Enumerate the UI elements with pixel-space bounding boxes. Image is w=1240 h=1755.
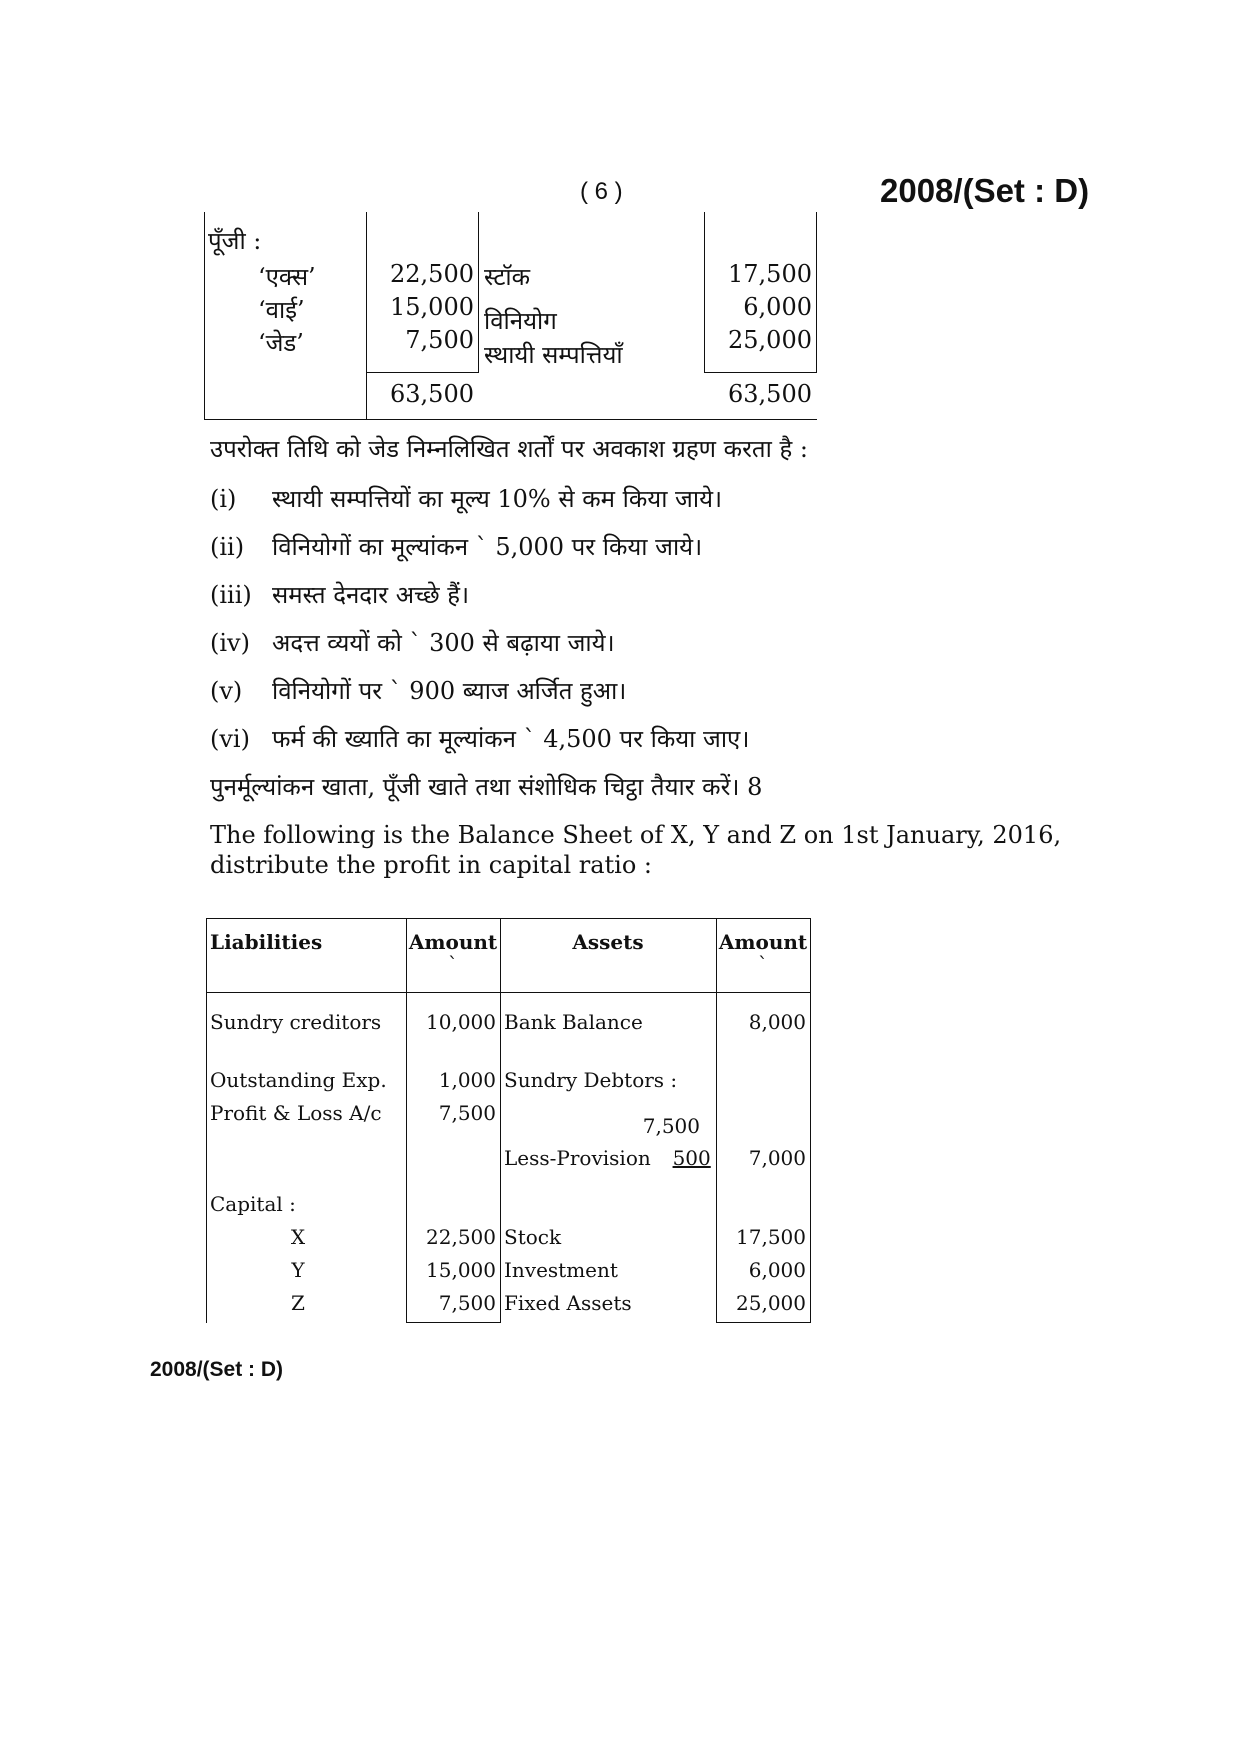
capital-amount: 7,500 [438,1291,496,1315]
table-border [206,918,811,919]
capital-partner: Y [291,1258,305,1282]
table-border [478,212,479,372]
table-border [406,1322,500,1323]
liability-label: Outstanding Exp. [210,1068,387,1092]
asset-label: Fixed Assets [504,1291,632,1315]
partner-amount: 22,500 [390,260,474,288]
currency-symbol: ` [448,952,458,976]
capital-heading: Capital : [210,1192,296,1216]
capital-amount: 15,000 [426,1258,496,1282]
asset-amount: 17,500 [736,1225,806,1249]
table-border [810,918,811,1323]
paper-code-footer: 2008/(Set : D) [150,1358,284,1381]
condition-text: विनियोगों पर ` 900 ब्याज अर्जित हुआ। [272,677,627,705]
condition-text: विनियोगों का मूल्यांकन ` 5,000 पर किया जाये। [272,533,703,561]
table-border [704,372,817,373]
hindi-balance-sheet-continuation [204,212,820,420]
table-border [206,918,207,1323]
condition-item [210,674,626,707]
table-border [816,212,817,372]
partner-amount: 7,500 [405,326,474,354]
capital-partner: Z [291,1291,305,1315]
table-border [204,419,817,420]
asset-name: स्टॉक [484,263,531,291]
asset-label: Stock [504,1225,562,1249]
condition-text: स्थायी सम्पत्तियों का मूल्य 10% से कम किया जाये। [272,485,723,513]
liability-label: Sundry creditors [210,1010,382,1034]
less-provision-amount: 500 [672,1146,711,1170]
balance-sheet-table [206,918,812,1323]
asset-label: Investment [504,1258,618,1282]
condition-item [210,482,722,515]
condition-item [210,626,615,659]
asset-amount: 17,500 [728,260,812,288]
total-liabilities: 63,500 [390,380,474,408]
table-border [716,1322,811,1323]
page-number: ( 6 ) [580,178,623,205]
total-assets: 63,500 [728,380,812,408]
asset-amount: 6,000 [748,1258,806,1282]
header-assets: Assets [572,930,644,954]
partner-name: ‘जेड’ [258,329,304,357]
condition-number: (iv) [210,629,250,657]
condition-item [210,530,702,563]
partner-amount: 15,000 [390,293,474,321]
english-question [210,820,1110,880]
asset-name: विनियोग [484,307,557,335]
partner-name: ‘एक्स’ [258,263,316,291]
condition-number: (vi) [210,725,250,753]
paper-code-header: 2008/(Set : D) [880,172,1090,209]
asset-amount: 25,000 [736,1291,806,1315]
condition-number: (v) [210,677,243,705]
question-instruction: पुनर्मूल्यांकन खाता, पूँजी खाते तथा संशोधिक चिट्ठा तैयार करें। 8 [210,773,763,801]
condition-text: फर्म की ख्याति का मूल्यांकन ` 4,500 पर किया जाए। [272,725,750,753]
debtors-gross: 7,500 [642,1114,700,1138]
asset-label: Bank Balance [504,1010,643,1034]
table-border [204,212,205,420]
condition-item [210,722,749,755]
condition-text: समस्त देनदार अच्छे हैं। [272,581,470,609]
header-amount: Amount [718,930,808,954]
question-intro: उपरोक्त तिथि को जेड निम्नलिखित शर्तों पर अवकाश ग्रहण करता है : [210,435,808,463]
condition-number: (ii) [210,533,245,561]
condition-number: (iii) [210,581,252,609]
debtors-less-provision [504,1146,711,1170]
question-line: distribute the profit in capital ratio : [210,851,653,879]
capital-amount: 22,500 [426,1225,496,1249]
capital-heading: पूँजी : [208,227,262,255]
liability-label: Profit & Loss A/c [210,1101,382,1125]
liability-amount: 10,000 [426,1010,496,1034]
question-line: The following is the Balance Sheet of X, Y and Z on 1st January, 2016, [210,821,1062,849]
table-border [206,992,811,993]
header-liabilities: Liabilities [210,930,323,954]
condition-item [210,578,469,611]
header-amount: Amount [408,930,498,954]
partner-name: ‘वाई’ [258,296,305,324]
capital-partner: X [290,1225,306,1249]
asset-label: Sundry Debtors : [504,1068,678,1092]
condition-text: अदत्त व्ययों को ` 300 से बढ़ाया जाये। [272,629,615,657]
currency-symbol: ` [758,952,768,976]
liability-amount: 7,500 [438,1101,496,1125]
debtors-net: 7,000 [748,1146,806,1170]
asset-name: स्थायी सम्पत्तियाँ [484,341,623,369]
table-border [366,372,479,373]
condition-number: (i) [210,485,237,513]
asset-amount: 25,000 [728,326,812,354]
asset-amount: 6,000 [743,293,812,321]
liability-amount: 1,000 [438,1068,496,1092]
less-provision-label: Less-Provision [504,1146,651,1170]
asset-amount: 8,000 [748,1010,806,1034]
